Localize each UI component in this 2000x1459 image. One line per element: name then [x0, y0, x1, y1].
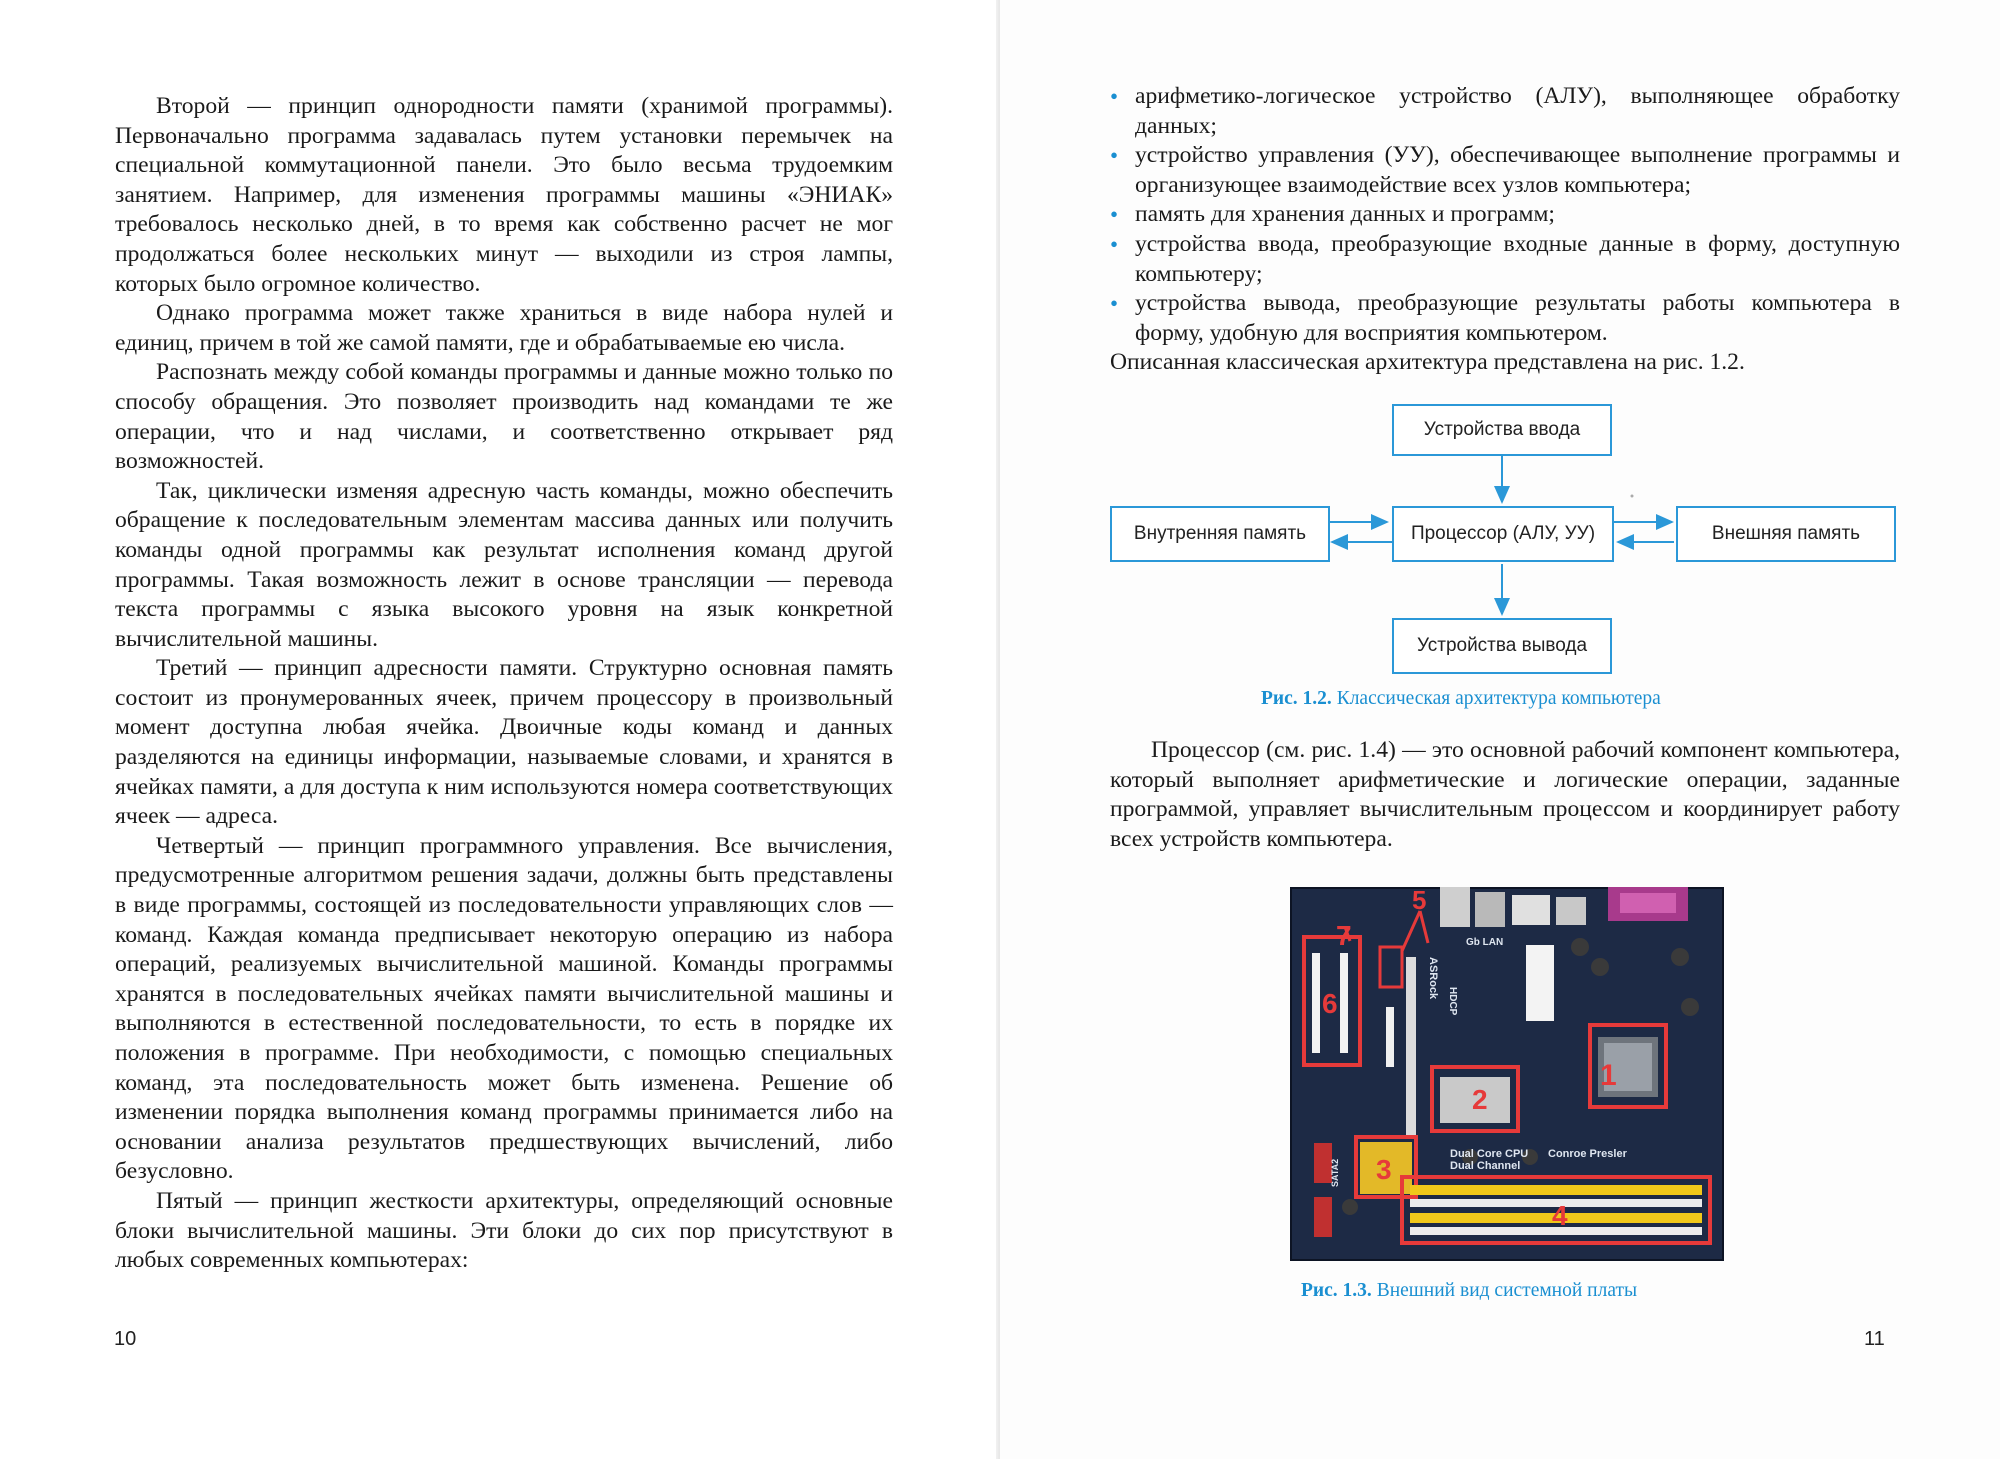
box-input-devices: Устройства ввода — [1392, 404, 1612, 456]
silkscreen-conroe: Conroe Presler — [1548, 1148, 1627, 1160]
paragraph-processor: Процессор (см. рис. 1.4) — это основной рабочий компонент компьютера, который выполняет арифметические и логические операции, заданные программой, управляет вычислительным процессом и координирует работу всех устройств компьютера. — [1110, 737, 1900, 852]
box-processor: Процессор (АЛУ, УУ) — [1392, 506, 1614, 562]
box-external-memory: Внешняя память — [1676, 506, 1896, 562]
bullet-icon: • — [1110, 84, 1119, 109]
box-output-devices: Устройства вывода — [1392, 618, 1612, 674]
board-label-5: 5 — [1412, 887, 1427, 915]
architecture-list — [1110, 82, 1900, 348]
silkscreen-cpu: Dual Core CPU — [1450, 1148, 1529, 1160]
list-item-output: • устройства вывода, преобразующие результаты работы компьютера в форму, удобную для восприятия компьютером. — [1110, 290, 1900, 346]
paragraph-third-principle: Третий — принцип адресности памяти. Структурно основная память состоит из пронумерованных ячеек, причем процессору в произвольный момент доступна любая ячейка. Двоичные коды команд и данных разделяются на единицы информации, называемые словами, и хранятся в ячейках памяти, а для доступа к ним используются номера соответствующих ячеек — адреса. — [115, 655, 893, 830]
board-label-4: 4 — [1552, 1200, 1568, 1231]
motherboard-illustration — [1290, 887, 1724, 1261]
board-label-7: 7 — [1336, 920, 1352, 951]
box-internal-memory: Внутренняя память — [1110, 506, 1330, 562]
board-label-2: 2 — [1472, 1084, 1488, 1115]
bullet-icon: • — [1110, 291, 1119, 317]
caption-figure-1-3: Рис. 1.3. Внешний вид системной платы — [1301, 1280, 1638, 1301]
silkscreen-lan: Gb LAN — [1466, 937, 1504, 948]
list-item-input: • устройства ввода, преобразующие входные данные в форму, доступную компьютеру; — [1110, 230, 1900, 287]
silkscreen-brand: ASRock — [1427, 957, 1439, 1000]
caption-figure-1-2: Рис. 1.2. Классическая архитектура компьютера — [1261, 688, 1661, 709]
right-text-column — [1110, 82, 1900, 378]
left-text-column — [115, 92, 893, 1276]
bullet-icon: • — [1110, 231, 1119, 257]
architecture-reference: Описанная классическая архитектура представлена на рис. 1.2. — [1110, 349, 1745, 376]
board-label-1: 1 — [1600, 1059, 1617, 1092]
page-number-left: 10 — [114, 1328, 137, 1350]
paragraph-binary-storage: Однако программа может также храниться в виде набора нулей и единиц, причем в той же самой памяти, где и обрабатываемые ею числа. — [115, 300, 893, 356]
list-item-alu: • арифметико-логическое устройство (АЛУ), выполняющее обработку данных; — [1110, 83, 1900, 139]
silkscreen-sata: SATA2 — [1330, 1158, 1340, 1187]
silkscreen-hdcp: HDCP — [1447, 987, 1458, 1016]
paragraph-cyclic-addressing: Так, циклически изменяя адресную часть команды, можно обеспечить обращение к последовательным элементам массива данных или получить команды одной программы как результат исполнения команд другой программы. Такая возможность лежит в основе трансляции — перевода текста программы с языка высокого уровня на язык конкретной вычислительной машины. — [115, 477, 893, 652]
list-item-memory: • память для хранения данных и программ; — [1110, 200, 1900, 230]
motherboard-photo — [1290, 887, 1724, 1261]
paragraph-command-distinction: Распознать между собой команды программы и данные можно только по способу обращения. Это позволяет производить над командами те же операции, что и над числами, и соответственно открывает ряд возможностей. — [115, 359, 893, 475]
board-label-6: 6 — [1322, 988, 1338, 1019]
paragraph-second-principle: Второй — принцип однородности памяти (хранимой программы). Первоначально программа задавалась путем установки перемычек на специальной коммутационной панели. Это было весьма трудоемким занятием. Например, для изменения программы машины «ЭНИАК» требовалось несколько дней, в то время как собственно расчет не мог продолжаться более нескольких минут — выходили из строя лампы, которых было огромное количество. — [115, 93, 893, 297]
bullet-icon: • — [1110, 143, 1119, 169]
board-label-3: 3 — [1376, 1154, 1392, 1185]
architecture-diagram — [1100, 392, 1900, 692]
bullet-icon: • — [1110, 202, 1119, 228]
paragraph-fourth-principle: Четвертый — принцип программного управления. Все вычисления, предусмотренные алгоритмом решения задачи, должны быть представлены в виде программы, состоящей из последовательности управляющих слов — команд. Каждая команда предписывает некоторую операцию из набора операций, реализуемых вычислительной машиной. Команды программы хранятся в последовательных ячейках памяти вычислительной машины и выполняются в естественной последовательности, то есть в порядке их положения в программе. При необходимости, с помощью специальных команд, эта последовательность может быть изменена. Решение об изменении порядка выполнения команд программы принимается либо на основании анализа результатов предшествующих вычислений, либо безусловно. — [115, 832, 893, 1185]
page-number-right: 11 — [1864, 1328, 1885, 1350]
paragraph-fifth-principle: Пятый — принцип жесткости архитектуры, определяющий основные блоки вычислительной машины. Эти блоки до сих пор присутствуют в любых современных компьютерах: — [115, 1187, 893, 1274]
silkscreen-channel: Dual Channel — [1450, 1160, 1521, 1172]
list-item-control-unit: • устройство управления (УУ), обеспечивающее выполнение программы и организующее взаимодействие всех узлов компьютера; — [1110, 142, 1900, 198]
